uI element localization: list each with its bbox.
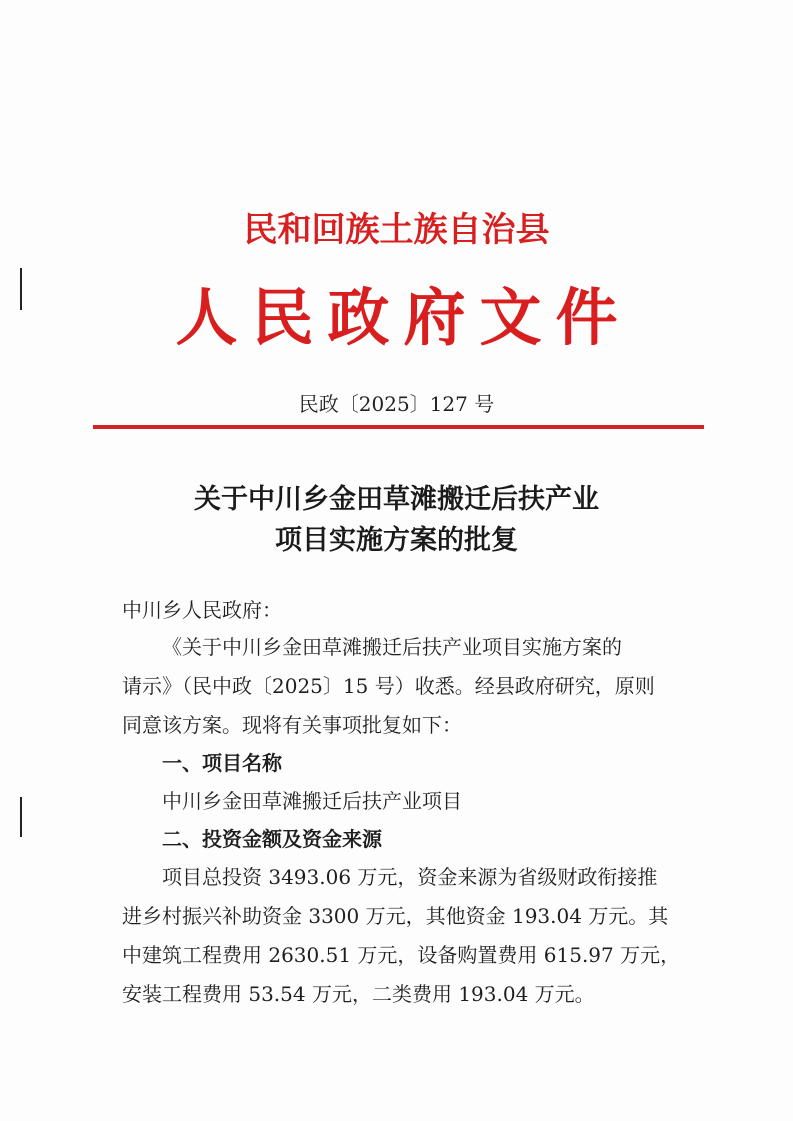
paragraph-line: 《关于中川乡金田草滩搬迁后扶产业项目实施方案的 [162,635,622,659]
paragraph-line: 项目总投资 3493.06 万元，资金来源为省级财政衔接推 [162,865,658,889]
issuer-document-type: 人民政府文件 [175,281,632,354]
section-text-1: 中川乡金田草滩搬迁后扶产业项目 [162,789,462,813]
paragraph-line: 安装工程费用 53.54 万元，二类费用 193.04 万元。 [122,982,595,1006]
salutation: 中川乡人民政府： [122,598,282,622]
paragraph-line: 请示》（民中政〔2025〕15 号）收悉。经县政府研究，原则 [122,674,655,698]
red-divider-rule [93,425,704,429]
paragraph-line: 同意该方案。现将有关事项批复如下： [122,713,462,737]
document-number: 民政〔2025〕127 号 [298,392,495,416]
section-heading-2: 二、投资金额及资金来源 [162,827,382,851]
binding-mark [20,797,22,837]
document-title-line2: 项目实施方案的批复 [275,525,518,556]
document-title-line1: 关于中川乡金田草滩搬迁后扶产业 [194,484,599,515]
issuer-county-name: 民和回族土族自治县 [243,210,550,250]
paragraph-line: 进乡村振兴补助资金 3300 万元，其他资金 193.04 万元。其 [122,904,669,928]
paragraph-line: 中建筑工程费用 2630.51 万元，设备购置费用 615.97 万元， [122,943,681,967]
section-heading-1: 一、项目名称 [162,751,282,775]
